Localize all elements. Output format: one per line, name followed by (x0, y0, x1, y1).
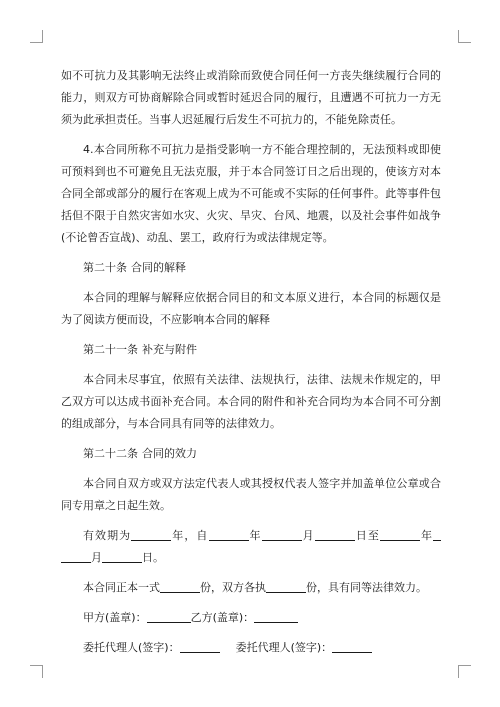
supplement-paragraph: 本合同未尽事宜，依照有关法律、法规执行，法律、法规未作规定的，甲乙双方可以达成书面补充合同。本合同的附件和补充合同均为本合同不可分割的组成部分，与本合同具有同等的法律效力。 (61, 373, 441, 430)
effectiveness-paragraph: 本合同自双方或双方法定代表人或其授权代表人签字并加盖单位公章或合同专用章之日起生效。 (61, 477, 441, 512)
article-21-number: 第二十一条 (83, 343, 138, 356)
blank-field[interactable] (332, 639, 372, 653)
validity-year-text: 年，自 (171, 529, 209, 542)
article-20-title: 合同的解释 (131, 261, 186, 274)
agent-b-signature-label: 委托代理人(签字)： (235, 641, 333, 654)
seal-line (61, 607, 441, 629)
article-20-heading (61, 257, 441, 279)
blank-field[interactable] (380, 527, 420, 541)
article-22-title: 合同的效力 (142, 447, 197, 460)
crop-mark-bottom-right (458, 665, 471, 678)
validity-day-to-text: 日至 (354, 529, 380, 542)
blank-field[interactable] (147, 609, 191, 623)
blank-field[interactable] (160, 579, 200, 593)
party-b-seal-label: 乙方(盖章)： (190, 611, 255, 624)
crop-mark-top-left (30, 30, 43, 43)
blank-field[interactable] (102, 549, 142, 563)
blank-field[interactable] (433, 527, 441, 541)
article-22-heading (61, 443, 441, 465)
validity-year2-text: 年 (248, 529, 262, 542)
blank-field[interactable] (266, 579, 306, 593)
article-22-number: 第二十二条 (83, 447, 138, 460)
interpretation-paragraph: 本合同的理解与解释应依据合同目的和文本原义进行，本合同的标题仅是为了阅读方便而设，不应影响本合同的解释 (61, 291, 441, 326)
article-21-heading (61, 339, 441, 361)
agent-a-signature-label: 委托代理人(签字)： (83, 641, 180, 654)
article-21-title: 补充与附件 (142, 343, 197, 356)
force-majeure-paragraph: 如不可抗力及其影响无法终止或消除而致使合同任何一方丧失继续履行合同的能力，则双方可协商解除合同或暂时延迟合同的履行，且遭遇不可抗力一方无须为此承担责任。当事人迟延履行后发生不可抗力的，不能免除责任。 (61, 69, 441, 126)
copies-text-a: 本合同正本一式 (83, 581, 160, 594)
blank-field[interactable] (315, 527, 355, 541)
copies-text-c: 份，具有同等法律效力。 (306, 581, 427, 594)
blank-field[interactable] (209, 527, 249, 541)
copies-line (61, 577, 441, 599)
crop-mark-top-right (458, 30, 471, 43)
blank-field[interactable] (61, 549, 91, 563)
blank-field[interactable] (262, 527, 302, 541)
validity-day-end-text: 日。 (142, 551, 164, 564)
crop-mark-bottom-left (30, 665, 43, 678)
validity-year3-text: 年 (419, 529, 434, 542)
party-a-seal-label: 甲方(盖章)： (83, 611, 147, 624)
document-body (61, 65, 441, 667)
force-majeure-definition-paragraph: 4.本合同所称不可抗力是指受影响一方不能合理控制的，无法预料或即使可预料到也不可避免且无法克服，并于本合同签订日之后出现的，使该方对本合同全部或部分的履行在客观上成为不可能或不实际的任何事件。此等事件包括但不限于自然灾害如水灾、火灾、旱灾、台风、地震，以及社会事件如战争(不论曾否宣战)、动乱、罢工，政府行为或法律规定等。 (61, 143, 441, 244)
blank-field[interactable] (131, 527, 171, 541)
copies-text-b: 份，双方各执 (200, 581, 266, 594)
blank-field[interactable] (180, 639, 220, 653)
validity-period-line (61, 525, 441, 569)
agent-signature-line (61, 637, 441, 659)
validity-label: 有效期为 (83, 529, 132, 542)
validity-month-text: 月 (301, 529, 315, 542)
validity-month2-text: 月 (91, 551, 102, 564)
article-20-number: 第二十条 (83, 261, 127, 274)
blank-field[interactable] (254, 609, 298, 623)
